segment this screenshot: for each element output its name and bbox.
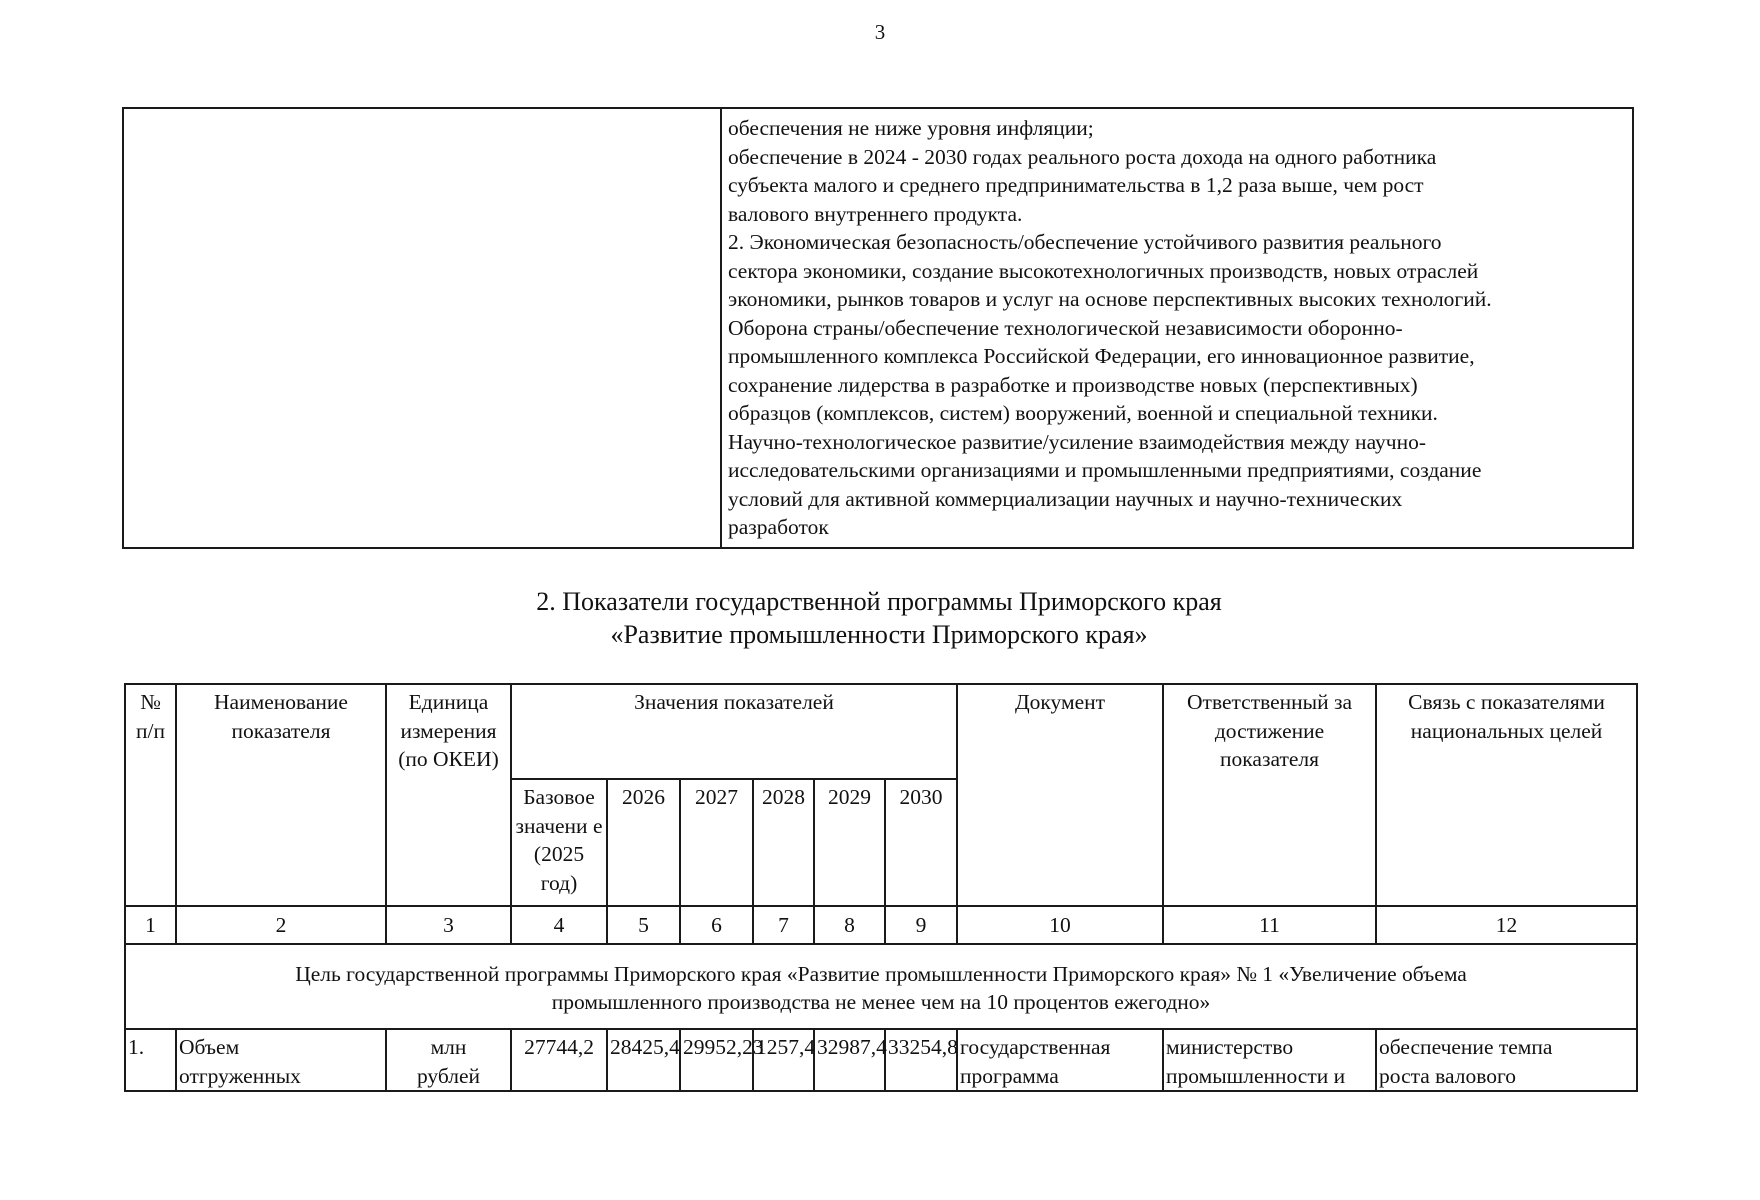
value-2026: 28425,4 bbox=[607, 1029, 680, 1091]
header-document: Документ bbox=[957, 684, 1163, 906]
row-number: 1. bbox=[125, 1029, 176, 1091]
indicator-responsible: министерство промышленности и bbox=[1163, 1029, 1376, 1091]
indicator-unit: млн рублей bbox=[386, 1029, 511, 1091]
top-table-left-cell bbox=[123, 108, 721, 548]
top-table-text-line: Научно-технологическое развитие/усиление взаимодействия между научно- bbox=[728, 429, 1426, 454]
column-number: 2 bbox=[176, 906, 386, 944]
value-2028: 1257,4 bbox=[753, 1029, 814, 1091]
header-name: Наименование показателя bbox=[176, 684, 386, 906]
header-unit: Единица измерения (по ОКЕИ) bbox=[386, 684, 511, 906]
header-number: № п/п bbox=[125, 684, 176, 906]
section-title-line-2: «Развитие промышленности Приморского края» bbox=[610, 620, 1148, 649]
header-year-2026: 2026 bbox=[607, 779, 680, 906]
top-table-text-line: образцов (комплексов, систем) вооружений, военной и специальной техники. bbox=[728, 401, 1438, 425]
page-number: 3 bbox=[874, 20, 886, 44]
top-table-text-line: сектора экономики, создание высокотехнологичных производств, новых отраслей bbox=[728, 258, 1479, 283]
header-responsible: Ответственный за достижение показателя bbox=[1163, 684, 1376, 906]
column-numbers-row bbox=[125, 906, 1637, 944]
top-table-right-cell bbox=[721, 108, 1633, 548]
top-table-text-line: условий для активной коммерциализации научных и научно-технических bbox=[728, 486, 1403, 511]
header-year-2030: 2030 bbox=[885, 779, 957, 906]
top-table-text-line: экономики, рынков товаров и услуг на основе перспективных высоких технологий. bbox=[728, 287, 1492, 311]
goal-row bbox=[125, 944, 1637, 1029]
column-number: 8 bbox=[814, 906, 885, 944]
indicator-national-goal-link: обеспечение темпа роста валового bbox=[1376, 1029, 1637, 1091]
header-national-goals-link: Связь с показателями национальных целей bbox=[1376, 684, 1637, 906]
column-number: 6 bbox=[680, 906, 753, 944]
column-number: 4 bbox=[511, 906, 607, 944]
column-number: 3 bbox=[386, 906, 511, 944]
top-table-text-line: Оборона страны/обеспечение технологической независимости оборонно- bbox=[728, 315, 1403, 340]
indicators-table bbox=[124, 683, 1638, 1092]
indicator-document: государственная программа bbox=[957, 1029, 1163, 1091]
column-number: 12 bbox=[1376, 906, 1637, 944]
top-table-text-line: исследовательскими организациями и промышленными предприятиями, создание bbox=[728, 458, 1482, 482]
top-table-text-line: валового внутреннего продукта. bbox=[728, 201, 1023, 226]
column-number: 1 bbox=[125, 906, 176, 944]
header-year-2029: 2029 bbox=[814, 779, 885, 906]
value-base: 27744,2 bbox=[511, 1029, 607, 1091]
header-base-value: Базовое значени е (2025 год) bbox=[511, 779, 607, 906]
value-2027: 29952,23 bbox=[680, 1029, 753, 1091]
section-title bbox=[122, 585, 1636, 651]
header-year-2027: 2027 bbox=[680, 779, 753, 906]
table-row bbox=[125, 1029, 1637, 1091]
goal-line-1: Цель государственной программы Приморского края «Развитие промышленности Приморского края» № 1 «Увеличение объема bbox=[295, 961, 1467, 986]
column-number: 11 bbox=[1163, 906, 1376, 944]
top-table-text-line: обеспечение в 2024 - 2030 годах реального роста дохода на одного работника bbox=[728, 144, 1437, 169]
top-table-text-line: разработок bbox=[728, 515, 829, 539]
column-number: 7 bbox=[753, 906, 814, 944]
value-2029: 32987,4 bbox=[814, 1029, 885, 1091]
column-number: 10 bbox=[957, 906, 1163, 944]
section-title-line-1: 2. Показатели государственной программы Приморского края bbox=[536, 587, 1222, 616]
column-number: 5 bbox=[607, 906, 680, 944]
header-year-2028: 2028 bbox=[753, 779, 814, 906]
header-values: Значения показателей bbox=[511, 684, 957, 779]
top-table-text bbox=[722, 109, 1632, 542]
top-continuation-table bbox=[122, 107, 1634, 549]
value-2030: 33254,8 bbox=[885, 1029, 957, 1091]
top-table-text-line: субъекта малого и среднего предпринимательства в 1,2 раза выше, чем рост bbox=[728, 173, 1424, 197]
column-number: 9 bbox=[885, 906, 957, 944]
top-table-text-line: промышленного комплекса Российской Федерации, его инновационное развитие, bbox=[728, 344, 1475, 368]
top-table-text-line: обеспечения не ниже уровня инфляции; bbox=[728, 116, 1094, 140]
indicator-name: Объем отгруженных bbox=[176, 1029, 386, 1091]
top-table-text-line: сохранение лидерства в разработке и производстве новых (перспективных) bbox=[728, 372, 1418, 397]
top-table-text-line: 2. Экономическая безопасность/обеспечение устойчивого развития реального bbox=[728, 230, 1442, 254]
goal-line-2: промышленного производства не менее чем на 10 процентов ежегодно» bbox=[551, 990, 1211, 1014]
goal-cell bbox=[125, 944, 1637, 1029]
